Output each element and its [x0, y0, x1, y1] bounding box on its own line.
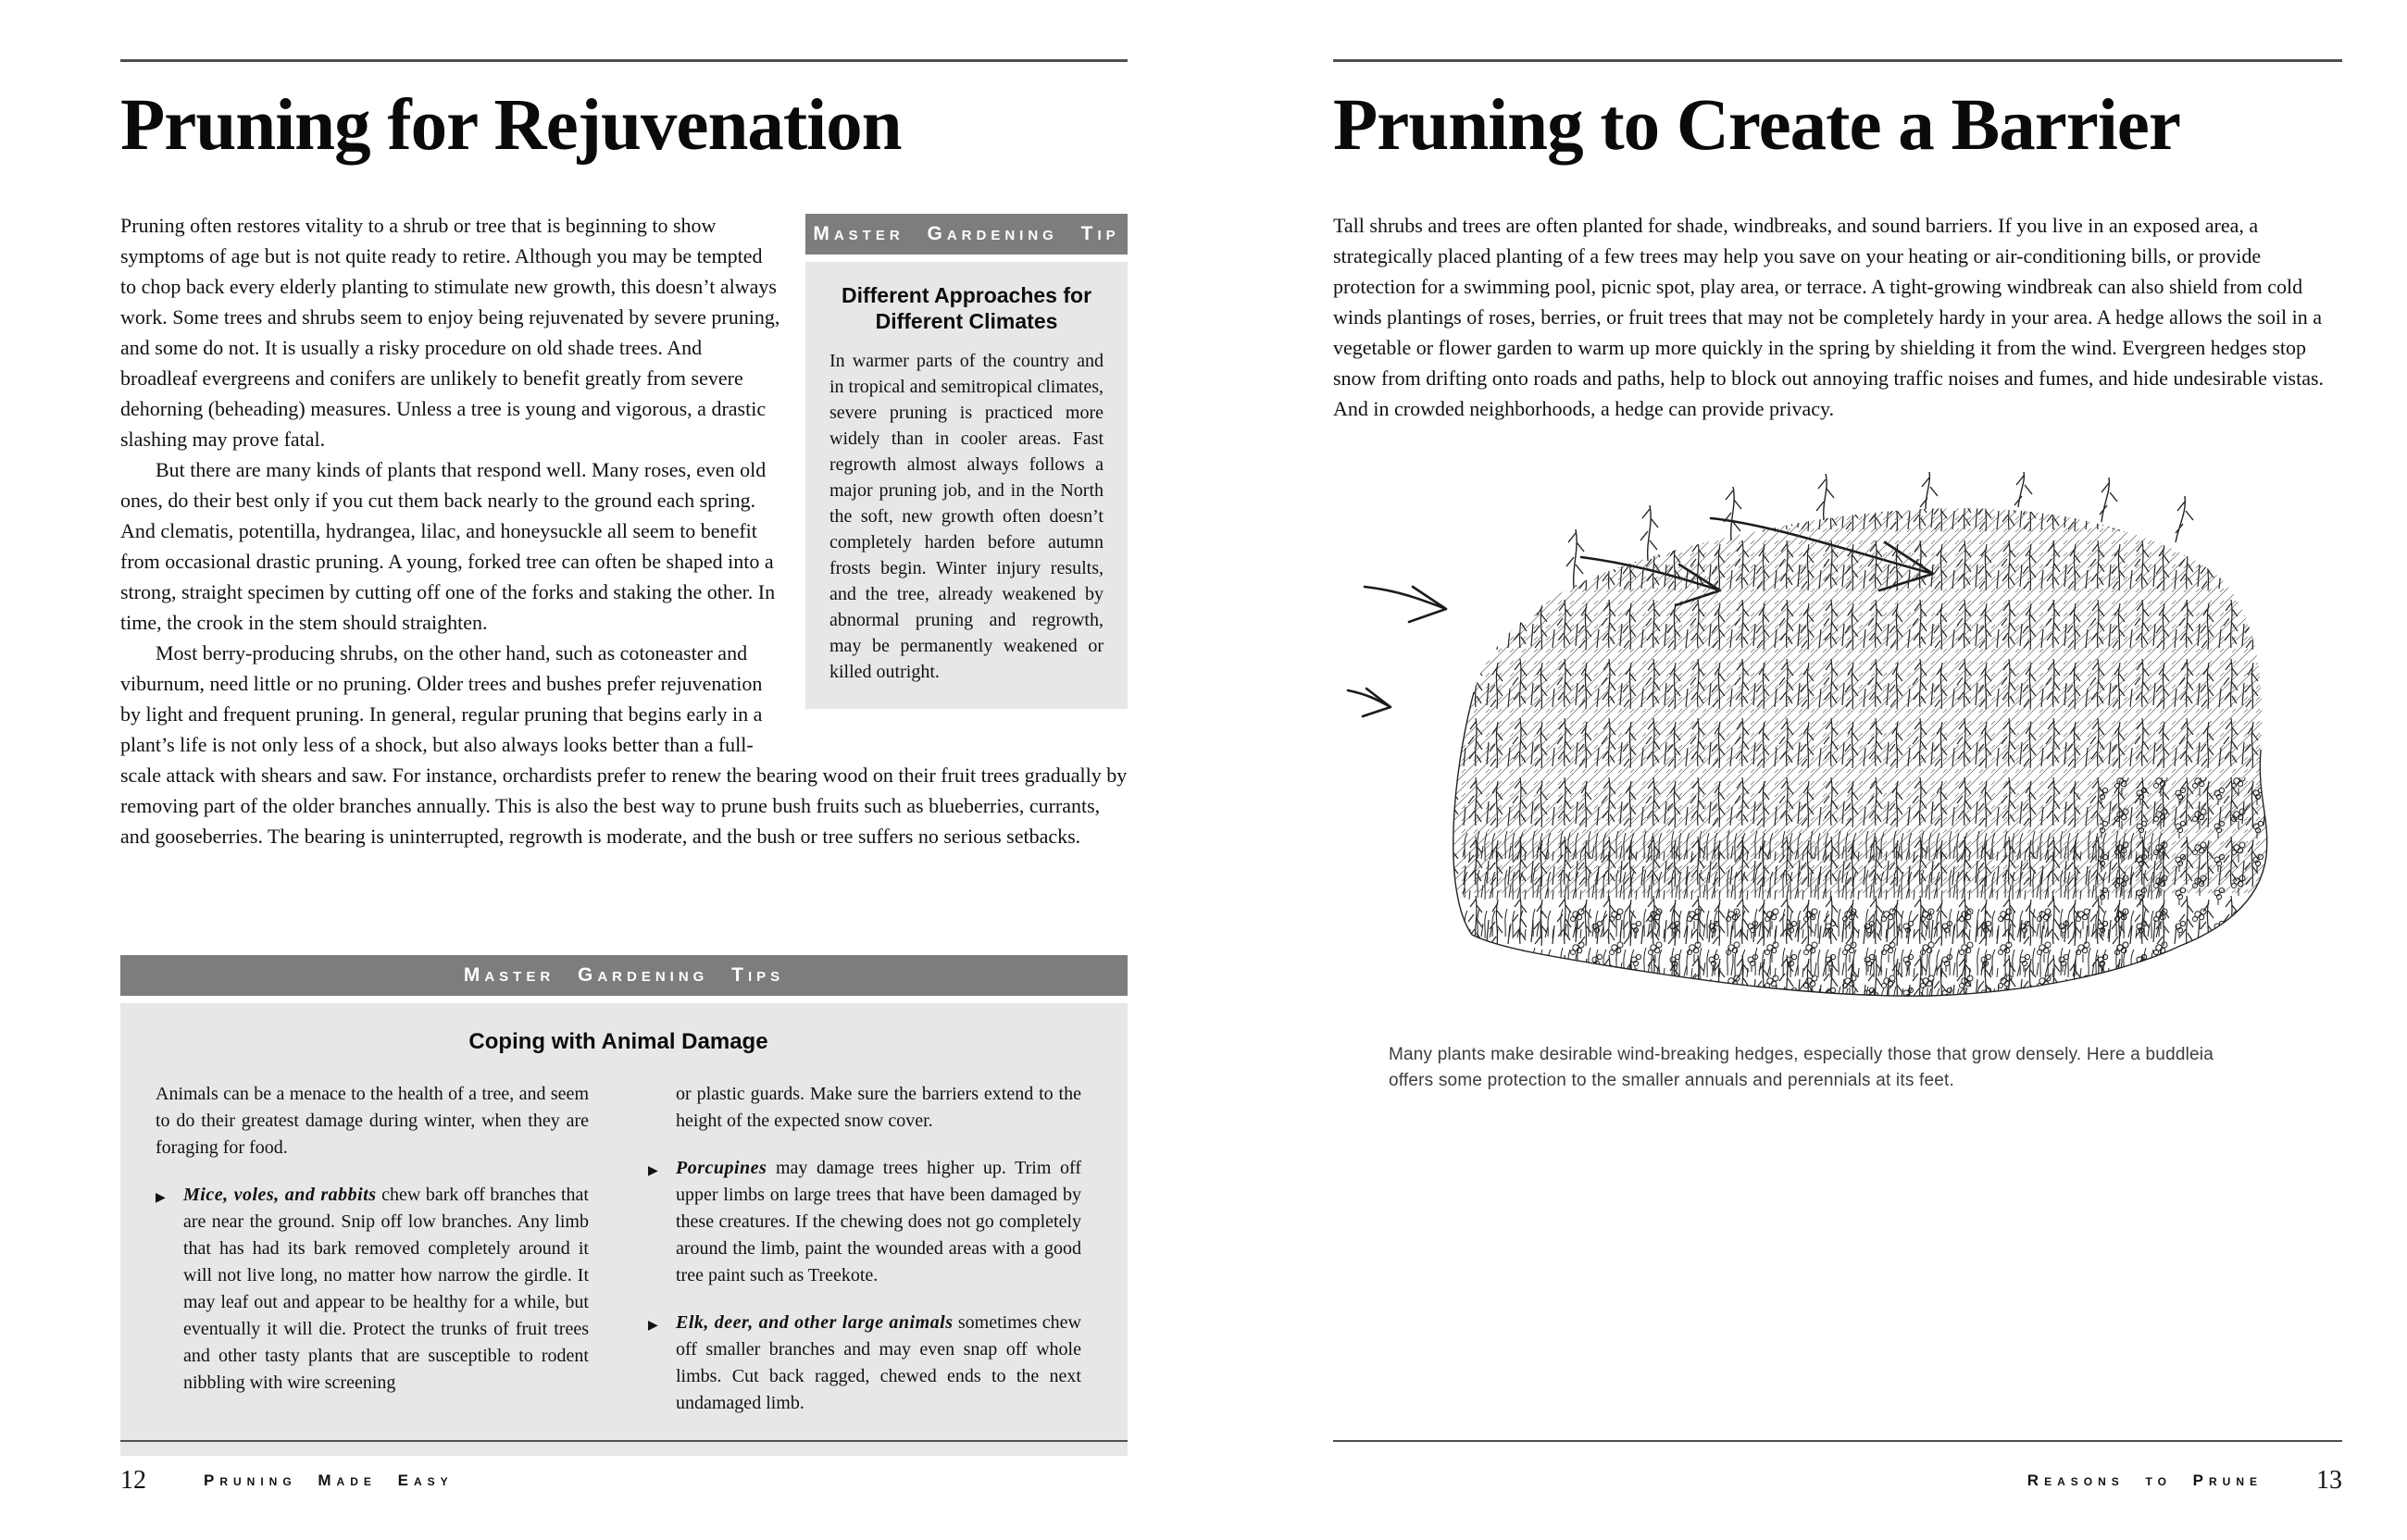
tips-box-title: Coping with Animal Damage	[468, 1029, 768, 1054]
tip-box-text: In warmer parts of the country and in tropical and semitropical climates, severe pruning is practiced more widely than in cooler areas. Fast regrowth almost always follows a major pruning job, and in the North the soft, new growth often doesn’t completely harden before autumn frosts begin. Winter injury results, and the tree, already weakened by abnormal pruning and regrowth, may be permanently weakened or killed outright.	[829, 351, 1104, 682]
paragraph: But there are many kinds of plants that respond well. Many roses, even old ones, do their best only if you cut them back nearly to the ground each spring. And clematis, potentilla, hydrangea, lilac, and honeysuckle all seem to benefit from occasional drastic pruning. A young, forked tree can often be shaped into a strong, straight specimen by cutting off one of the forks and staking the other. In time, the crook in the stem should straighten.	[120, 458, 776, 634]
right-body	[1333, 210, 2342, 424]
bullet-arrow-icon: ▶	[648, 1318, 658, 1333]
master-gardening-tip-box	[805, 214, 1128, 709]
footer-right	[1333, 1440, 2342, 1496]
bullet-arrow-icon: ▶	[156, 1190, 166, 1205]
bullet-item-elk-deer	[648, 1310, 1081, 1417]
tips-continuation: or plastic guards. Make sure the barriers extend to the height of the expected snow cover.	[676, 1084, 1081, 1131]
left-body	[120, 210, 1128, 851]
bullet-item-mice	[156, 1182, 589, 1397]
bullet-text: sometimes chew off smaller branches and may even snap off whole limbs. Cut back ragged, chewed ends to the next undamaged limb.	[676, 1312, 1081, 1413]
page-title-left: Pruning for Rejuvenation	[120, 85, 902, 166]
running-title: Pruning Made Easy	[204, 1472, 454, 1489]
paragraph: Most berry-producing shrubs, on the other hand, such as cotoneaster and viburnum, need little or no pruning. Older trees and bushes prefer rejuvenation by light and frequent pruning. In general, regular pruning that begins early in a plant’s life is not only less of a shock, but also always looks better than a full-scale attack with shears and saw. For instance, orchardists prefer to renew the bearing wood on their fruit trees gradually by removing part of the older branches annually. This is also the best way to prune bush fruits such as blueberries, currants, and gooseberries. The bearing is uninterrupted, regrowth is moderate, and the bush or tree suffers no serious setbacks.	[120, 641, 1128, 848]
bullet-text: may damage trees higher up. Trim off upper limbs on large trees that have been damaged by these creatures. If the chewing does not go completely around the limb, paint the wounded areas with a good tree paint such as Treekote.	[676, 1158, 1081, 1285]
bullet-lead: Elk, deer, and other large animals	[676, 1312, 954, 1333]
tips-box-body	[120, 1003, 1128, 1456]
tips-left-column	[156, 1081, 589, 1417]
right-page	[1333, 59, 2342, 1094]
bullet-text: chew bark off branches that are near the ground. Snip off low branches. Any limb that has had its bark removed completely around it will not live long, no matter how narrow the girdle. It may leaf out and appear to be healthy for a while, but eventually it will die. Protect the trunks of fruit trees and other tasty plants that are susceptible to rodent nibbling with wire screening	[183, 1185, 589, 1393]
running-title: Reasons to Prune	[2027, 1472, 2263, 1489]
left-page	[120, 59, 1128, 1456]
master-gardening-tips-box	[120, 955, 1128, 1456]
paragraph: Tall shrubs and trees are often planted for shade, windbreaks, and sound barriers. If you live in an exposed area, a strategically placed planting of a few trees may help you save on your heating or air-conditioning bills, or provide protection for a swimming pool, picnic spot, play area, or terrace. A tight-growing windbreak can also shield from cold winds plantings of roses, berries, or fruit trees that may not be completely hardy in your area. A hedge allows the soil in a vegetable or flower garden to warm up more quickly in the spring by shielding it from the wind. Evergreen hedges stop snow from drifting onto roads and paths, help to block out annoying traffic noises and fumes, and hide undesirable vistas. And in crowded neighborhoods, a hedge can provide privacy.	[1333, 214, 2325, 420]
tip-box-header: Master Gardening Tip	[805, 214, 1128, 255]
bullet-lead: Mice, voles, and rabbits	[183, 1185, 377, 1205]
wind-arrow	[1348, 689, 1391, 716]
bullet-item-porcupines	[648, 1155, 1081, 1289]
page-number: 12	[120, 1466, 146, 1495]
tip-box-body	[805, 262, 1128, 709]
bullet-arrow-icon: ▶	[648, 1163, 658, 1178]
tips-right-column	[648, 1081, 1081, 1417]
page-title-right: Pruning to Create a Barrier	[1333, 85, 2180, 166]
tips-intro: Animals can be a menace to the health of a tree, and seem to do their greatest damage during winter, when they are foraging for food.	[156, 1084, 589, 1158]
wind-arrow	[1365, 587, 1446, 622]
tips-box-header: Master Gardening Tips	[120, 955, 1128, 996]
hedge-illustration	[1333, 472, 2351, 1016]
hedge-texture	[1435, 495, 2285, 1016]
tip-box-title: Different Approaches for Different Climates	[841, 283, 1092, 333]
bullet-lead: Porcupines	[676, 1158, 767, 1178]
footer-left	[120, 1440, 1128, 1496]
paragraph: Pruning often restores vitality to a shrub or tree that is beginning to show symptoms of age but is not quite ready to retire. Although you may be tempted to chop back every elderly planting to stimulate new growth, this doesn’t always work. Some trees and shrubs seem to enjoy being rejuvenated by severe pruning, and some do not. It is usually a risky procedure on old shade trees. And broadleaf evergreens and conifers are unlikely to benefit greatly from severe dehorning (beheading) measures. Unless a tree is young and vigorous, a drastic slashing may prove fatal.	[120, 214, 780, 451]
illustration-caption: Many plants make desirable wind-breaking hedges, especially those that grow densely. Here a buddleia offers some protection to the smaller annuals and perennials at its feet.	[1389, 1045, 2214, 1090]
page-number: 13	[2316, 1466, 2342, 1495]
